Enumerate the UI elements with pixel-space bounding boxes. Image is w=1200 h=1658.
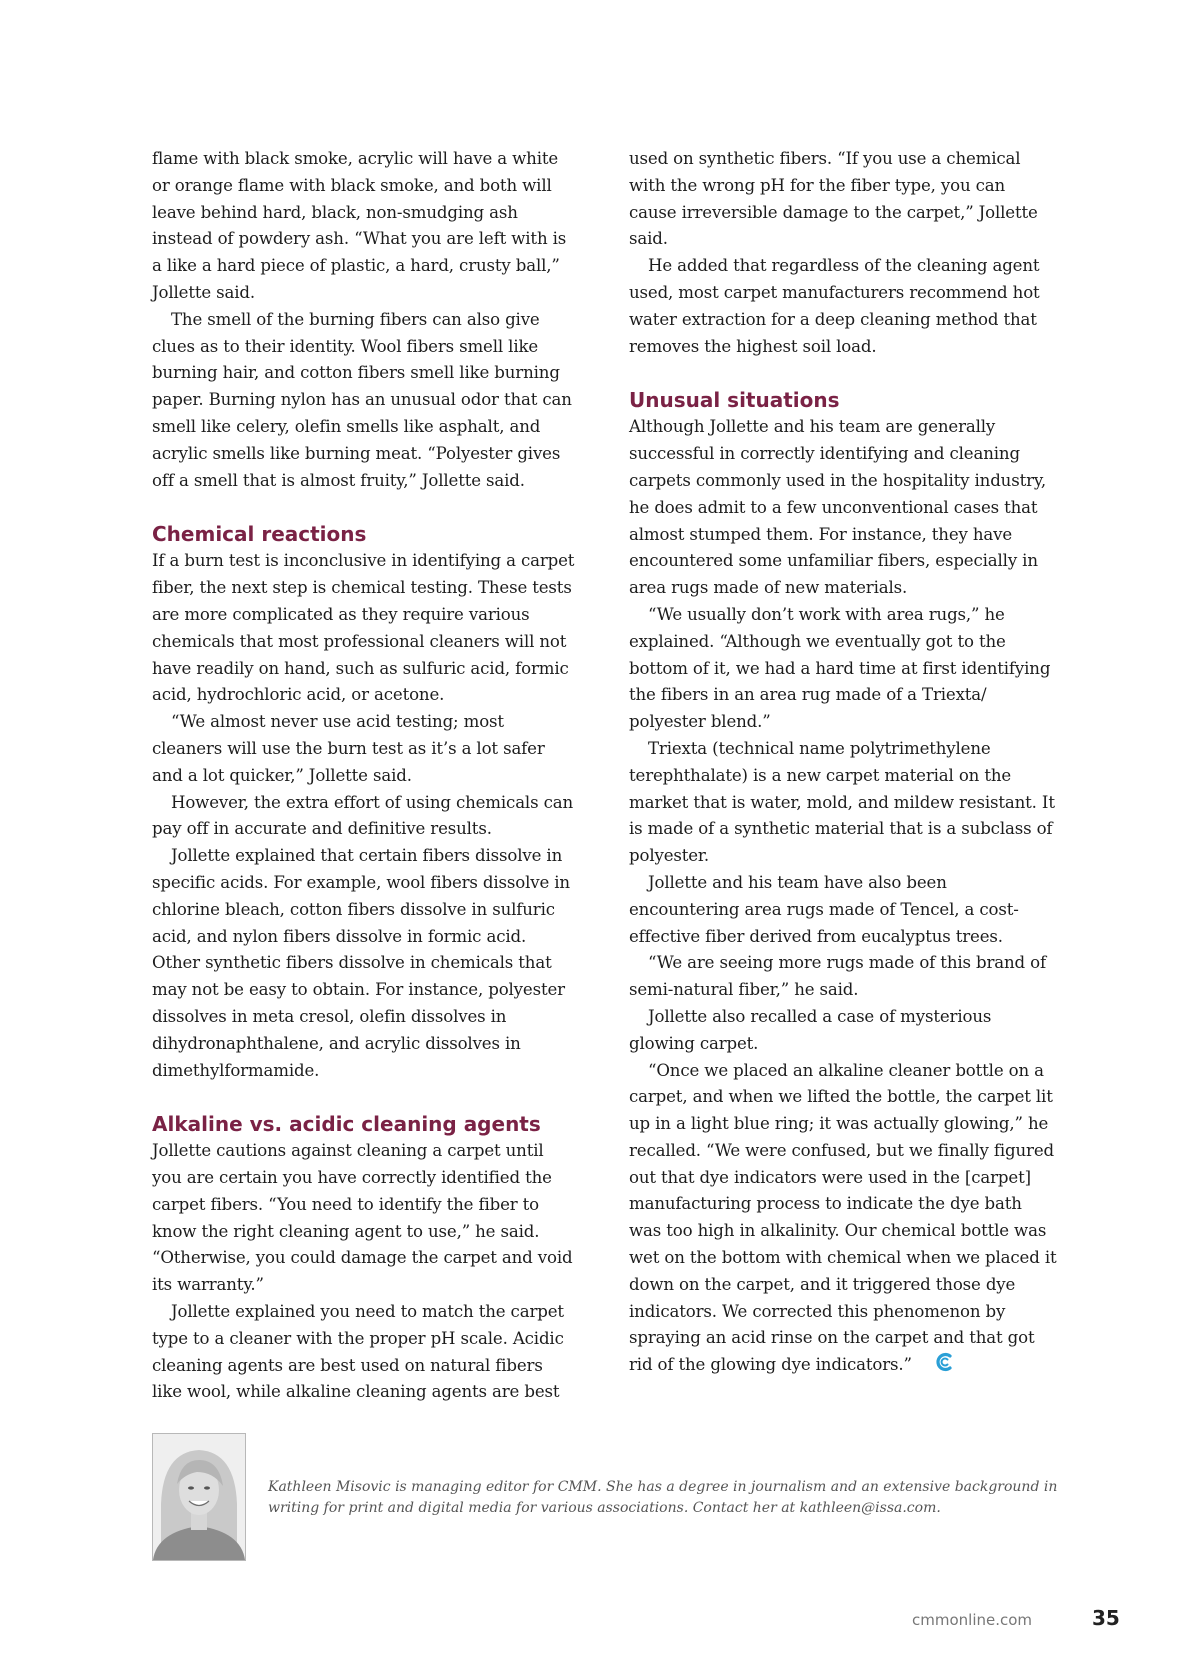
footer-website: cmmonline.com [912, 1611, 1033, 1629]
paragraph-final-text: “Once we placed an alkaline cleaner bottle on a carpet, and when we lifted the bottle, the carpet lit up in a light blue ring; it was actually glowing,” he recalled. “We were confused, but we finally figured out that dye indicators were used in the [carpet] manufacturing process to indicate the dye bath was too high in alkalinity. Our chemical bottle was wet on the bottom with chemical when we placed it down on the carpet, and it triggered those dye indicators. We corrected this phenomenon by spraying an acid rinse on the carpet and that got rid of the glowing dye indicators.” [629, 1060, 1057, 1375]
section-heading-unusual-situations: Unusual situations [629, 388, 840, 413]
paragraph: The smell of the burning fibers can also give clues as to their identity. Wool fibers smell like burning hair, and cotton fibers smell like burning paper. Burning nylon has an unusual odor that can smell like celery, olefin smells like asphalt, and acrylic smells like burning meat. “Polyester gives off a smell that is almost fruity,” Jollette said. [152, 309, 572, 490]
paragraph-final [629, 1058, 1057, 1382]
paragraph: Jollette also recalled a case of mysterious glowing carpet. [629, 1006, 992, 1053]
paragraph: He added that regardless of the cleaning agent used, most carpet manufacturers recommend hot water extraction for a deep cleaning method that removes the highest soil load. [629, 256, 1040, 356]
paragraph: However, the extra effort of using chemicals can pay off in accurate and definitive results. [152, 792, 574, 839]
paragraph: Jollette explained that certain fibers dissolve in specific acids. For example, wool fibers dissolve in chlorine bleach, cotton fibers dissolve in sulfuric acid, and nylon fibers dissolve in formic acid. Other synthetic fibers dissolve in chemicals that may not be easy to obtain. For instance, polyester dissolves in meta cresol, olefin dissolves in dihydronaphthalene, and acrylic dissolves in dimethylformamide. [152, 846, 570, 1080]
paragraph: “We almost never use acid testing; most cleaners will use the burn test as it’s a lot safer and a lot quicker,” Jollette said. [152, 712, 545, 785]
section-heading-chemical-reactions: Chemical reactions [152, 522, 367, 547]
article-column-left [152, 146, 577, 1406]
paragraph: Triexta (technical name polytrimethylene terephthalate) is a new carpet material on the market that is water, mold, and mildew resistant. It is made of a synthetic material that is a subclass of polyester. [629, 738, 1055, 866]
paragraph: If a burn test is inconclusive in identifying a carpet fiber, the next step is chemical testing. These tests are more complicated as they require various chemicals that most professional cleaners will not have readily on hand, such as sulfuric acid, formic acid, hydrochloric acid, or acetone. [152, 551, 575, 705]
cmm-end-mark-icon [916, 1352, 953, 1381]
paragraph: Jollette and his team have also been encountering area rugs made of Tencel, a cost-effective fiber derived from eucalyptus trees. [629, 872, 1019, 946]
paragraph: flame with black smoke, acrylic will have a white or orange flame with black smoke, and both will leave behind hard, black, non-smudging ash instead of powdery ash. “What you are left with is a like a hard piece of plastic, a hard, crusty ball,” Jollette said. [152, 149, 567, 302]
section-heading-alkaline-vs-acidic: Alkaline vs. acidic cleaning agents [152, 1112, 541, 1137]
paragraph: Although Jollette and his team are generally successful in correctly identifying and cleaning carpets commonly used in the hospitality industry, he does admit to a few unconventional cases that almost stumped them. For instance, they have encountered some unfamiliar fibers, especially in area rugs made of new materials. [629, 417, 1047, 598]
article-column-right [629, 146, 1057, 1381]
paragraph: “We usually don’t work with area rugs,” he explained. “Although we eventually got to the bottom of it, we had a hard time at first identifying the fibers in an area rug made of a Triexta/ polyester blend.” [629, 604, 1051, 732]
page-number: 35 [1092, 1606, 1120, 1630]
paragraph: “We are seeing more rugs made of this brand of semi-natural fiber,” he said. [629, 953, 1046, 1000]
author-bio: Kathleen Misovic is managing editor for CMM. She has a degree in journalism and an extensive background in writing for print and digital media for various associations. Contact her at kathleen@issa.com. [268, 1479, 1058, 1516]
paragraph: Jollette cautions against cleaning a carpet until you are certain you have correctly identified the carpet fibers. “You need to identify the fiber to know the right cleaning agent to use,” he said. “Otherwise, you could damage the carpet and void its warranty.” [152, 1141, 573, 1295]
author-photo [152, 1433, 246, 1561]
paragraph: used on synthetic fibers. “If you use a chemical with the wrong pH for the fiber type, you can cause irreversible damage to the carpet,” Jollette said. [629, 149, 1038, 249]
paragraph: Jollette explained you need to match the carpet type to a cleaner with the proper pH scale. Acidic cleaning agents are best used on natural fibers like wool, while alkaline cleaning agents are best [152, 1302, 564, 1402]
